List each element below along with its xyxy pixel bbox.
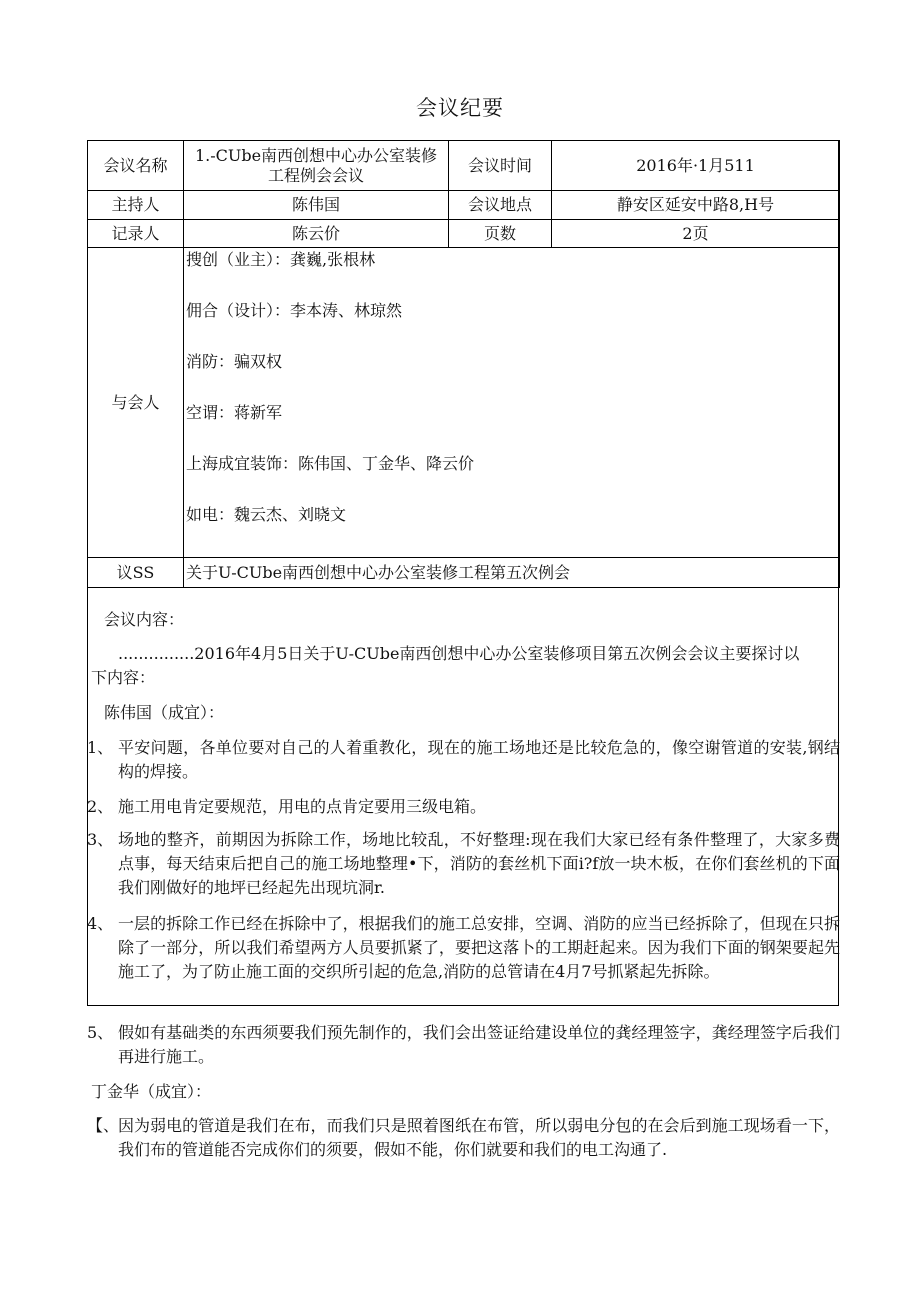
intro-line-2: 下内容：: [91, 668, 156, 687]
meeting-place-value: 静安区延安中路8,H号: [552, 191, 840, 220]
host-label: 主持人: [88, 191, 184, 220]
attendee-line: 搜创（业主）：龚巍,张根林: [186, 250, 376, 269]
item-text: 场地的整齐，前期因为拆除工作，场地比较乱，不好整理:现在我们大家已经有条件整理了，大家多费点事，每天结束后把自己的施工场地整理•下，消防的套丝机下面i?f放一块木板，在你们套丝机的下面我们刚做好的地坪已经起先出现坑洞r.: [118, 830, 840, 897]
topic-label: 议SS: [88, 558, 184, 588]
item-text: 一层的拆除工作已经在拆除中了，根据我们的施工总安排，空调、消防的应当已经拆除了，但现在只拆除了一部分，所以我们希望两方人员要抓紧了，要把这落卜的工期赶起来。因为我们下面的钢架要起先施工了，为了防止施工面的交织所引起的危急,消防的总管请在4月7号抓紧起先拆除。: [118, 914, 840, 981]
document-title: 会议纪要: [416, 96, 504, 120]
meeting-name-value: 1.-CUbe南西创想中心办公室装修工程例会会议: [184, 141, 449, 191]
item-text: 因为弱电的管道是我们在布，而我们只是照着图纸在布管，所以弱电分包的在会后到施工现场看一下，我们布的管道能否完成你们的须要，假如不能，你们就要和我们的电工沟通了.: [118, 1116, 840, 1159]
meeting-time-label: 会议时间: [449, 141, 552, 191]
item-number: 5、: [87, 1023, 114, 1042]
item-number: 【、: [87, 1116, 120, 1135]
speaker-chen-weiguo: 陈伟国（成宜）：: [104, 703, 225, 722]
item-number: 2、: [87, 797, 114, 816]
pages-label: 页数: [449, 220, 552, 248]
meeting-place-label: 会议地点: [449, 191, 552, 220]
attendee-line: 如电：魏云杰、刘晓文: [186, 505, 347, 524]
item-number: 1、: [87, 738, 114, 757]
attendee-line: 消防：骗双权: [186, 352, 283, 371]
item-text: 假如有基础类的东西须要我们预先制作的，我们会出签证给建设单位的龚经理签字，龚经理签字后我们再进行施工。: [118, 1023, 840, 1066]
item-text: 施工用电肯定要规范，用电的点肯定要用三级电箱。: [118, 797, 487, 816]
meeting-info-table: [87, 140, 840, 588]
speaker-ding-jinhua: 丁金华（成宜）：: [91, 1082, 212, 1101]
pages-value: 2页: [552, 220, 840, 248]
content-heading: 会议内容：: [104, 610, 185, 629]
item-text: 平安问题，各单位要对自己的人着重教化，现在的施工场地还是比较危急的，像空谢管道的安装,钢结构的焊接。: [118, 738, 840, 781]
attendee-line: 佣合（设计）：李本涛、林琼然: [186, 301, 403, 320]
attendee-line: 空谓：蒋新军: [186, 403, 283, 422]
attendees-label: 与会人: [88, 248, 184, 558]
attendees-list: [184, 248, 840, 558]
host-value: 陈伟国: [184, 191, 449, 220]
meeting-name-label: 会议名称: [88, 141, 184, 191]
intro-line-1: ...............2016年4月5日关于U-CUbe南西创想中心办公室装修项目第五次例会会议主要探讨以: [118, 644, 800, 663]
item-number: 4、: [87, 914, 114, 933]
topic-value: 关于U-CUbe南西创想中心办公室装修工程第五次例会: [184, 558, 840, 588]
item-number: 3、: [87, 830, 114, 849]
meeting-time-value: 2016年·1月511: [552, 141, 840, 191]
recorder-label: 记录人: [88, 220, 184, 248]
attendee-line: 上海成宜装饰：陈伟国、丁金华、降云价: [186, 454, 475, 473]
recorder-value: 陈云价: [184, 220, 449, 248]
